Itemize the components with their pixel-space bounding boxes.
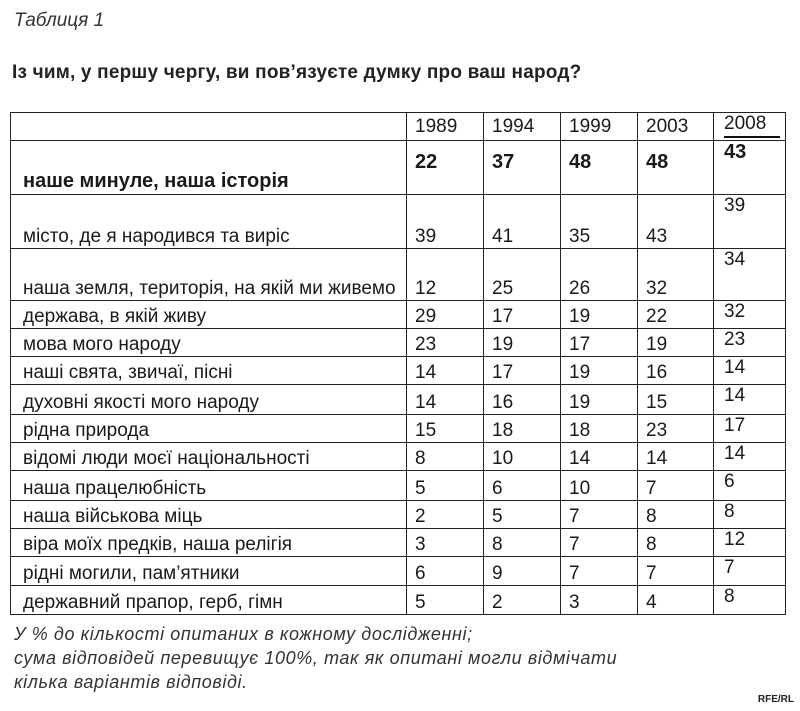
value-cell: 8 [714, 586, 786, 615]
row-label: наша земля, територія, на якій ми живемо [11, 249, 407, 301]
value-cell: 10 [561, 471, 638, 501]
year-header [714, 113, 786, 141]
value-cell: 14 [638, 443, 714, 471]
table-row [11, 249, 786, 301]
row-label: наші свята, звичаї, пісні [11, 357, 407, 385]
table-row [11, 586, 786, 615]
value-cell: 16 [484, 385, 561, 415]
value-cell: 7 [561, 501, 638, 529]
value-cell: 16 [638, 357, 714, 385]
table-row [11, 557, 786, 586]
value-cell: 7 [638, 557, 714, 586]
value-cell: 22 [638, 301, 714, 329]
value-cell: 8 [484, 529, 561, 557]
footnote-line: кілька варіантів відповіді. [14, 672, 248, 692]
row-label: наша працелюбність [11, 471, 407, 501]
value-cell: 8 [638, 501, 714, 529]
table-row [11, 329, 786, 357]
value-cell: 14 [714, 385, 786, 415]
table-caption: Таблиця 1 [14, 10, 105, 31]
value-cell: 8 [638, 529, 714, 557]
value-cell: 32 [638, 249, 714, 301]
value-cell: 43 [638, 195, 714, 249]
row-label: відомі люди моєї національності [11, 443, 407, 471]
value-cell: 48 [638, 141, 714, 195]
value-cell: 3 [407, 529, 484, 557]
value-cell: 23 [638, 415, 714, 443]
value-cell: 7 [561, 557, 638, 586]
value-cell: 14 [714, 357, 786, 385]
value-cell: 7 [561, 529, 638, 557]
value-cell: 48 [561, 141, 638, 195]
value-cell: 34 [714, 249, 786, 301]
year-header: 1999 [561, 113, 638, 141]
value-cell: 12 [407, 249, 484, 301]
table-row [11, 529, 786, 557]
table-row [11, 443, 786, 471]
value-cell: 18 [484, 415, 561, 443]
value-cell: 6 [407, 557, 484, 586]
value-cell: 5 [407, 586, 484, 615]
value-cell: 6 [714, 471, 786, 501]
table-row [11, 195, 786, 249]
value-cell: 8 [714, 501, 786, 529]
value-cell: 41 [484, 195, 561, 249]
value-cell: 4 [638, 586, 714, 615]
value-cell: 8 [407, 443, 484, 471]
value-cell: 39 [407, 195, 484, 249]
value-cell: 39 [714, 195, 786, 249]
survey-table-body [11, 113, 786, 615]
value-cell: 32 [714, 301, 786, 329]
value-cell: 12 [714, 529, 786, 557]
value-cell: 29 [407, 301, 484, 329]
row-label: державний прапор, герб, гімн [11, 586, 407, 615]
row-label: місто, де я народився та виріс [11, 195, 407, 249]
survey-table [10, 112, 786, 615]
value-cell: 9 [484, 557, 561, 586]
value-cell: 23 [714, 329, 786, 357]
table-row [11, 141, 786, 195]
table-row [11, 471, 786, 501]
value-cell: 6 [484, 471, 561, 501]
value-cell: 14 [561, 443, 638, 471]
value-cell: 19 [484, 329, 561, 357]
header-empty-cell [11, 113, 407, 141]
row-label: рідна природа [11, 415, 407, 443]
value-cell: 15 [407, 415, 484, 443]
survey-question: Із чим, у першу чергу, ви пов’язуєте думку про ваш народ? [12, 62, 582, 83]
value-cell: 14 [407, 385, 484, 415]
footnote-line: У % до кількості опитаних в кожному дослідженні; [14, 624, 473, 644]
table-row [11, 357, 786, 385]
row-label: держава, в якій живу [11, 301, 407, 329]
value-cell: 35 [561, 195, 638, 249]
row-label: рідні могили, пам’ятники [11, 557, 407, 586]
value-cell: 17 [484, 301, 561, 329]
value-cell: 43 [714, 141, 786, 195]
value-cell: 18 [561, 415, 638, 443]
table-row [11, 301, 786, 329]
value-cell: 19 [561, 357, 638, 385]
value-cell: 5 [484, 501, 561, 529]
value-cell: 26 [561, 249, 638, 301]
value-cell: 25 [484, 249, 561, 301]
value-cell: 5 [407, 471, 484, 501]
footnote-line: сума відповідей перевищує 100%, так як опитані могли відмічати [14, 648, 618, 668]
header-row [11, 113, 786, 141]
value-cell: 2 [407, 501, 484, 529]
value-cell: 17 [484, 357, 561, 385]
value-cell: 14 [407, 357, 484, 385]
row-label: віра моїх предків, наша релігія [11, 529, 407, 557]
value-cell: 19 [561, 301, 638, 329]
value-cell: 17 [714, 415, 786, 443]
year-header: 1994 [484, 113, 561, 141]
value-cell: 7 [638, 471, 714, 501]
footnote [14, 622, 617, 694]
year-header: 1989 [407, 113, 484, 141]
value-cell: 3 [561, 586, 638, 615]
value-cell: 23 [407, 329, 484, 357]
value-cell: 15 [638, 385, 714, 415]
row-label: духовні якості мого народу [11, 385, 407, 415]
source-logo: RFE/RL [757, 694, 794, 705]
value-cell: 10 [484, 443, 561, 471]
year-header-label: 2008 [724, 113, 780, 138]
value-cell: 17 [561, 329, 638, 357]
value-cell: 7 [714, 557, 786, 586]
table-row [11, 415, 786, 443]
value-cell: 22 [407, 141, 484, 195]
table-row [11, 385, 786, 415]
value-cell: 14 [714, 443, 786, 471]
value-cell: 2 [484, 586, 561, 615]
row-label: мова мого народу [11, 329, 407, 357]
value-cell: 19 [561, 385, 638, 415]
row-label: наша військова міць [11, 501, 407, 529]
row-label: наше минуле, наша історія [11, 141, 407, 195]
table-row [11, 501, 786, 529]
value-cell: 37 [484, 141, 561, 195]
value-cell: 19 [638, 329, 714, 357]
year-header: 2003 [638, 113, 714, 141]
